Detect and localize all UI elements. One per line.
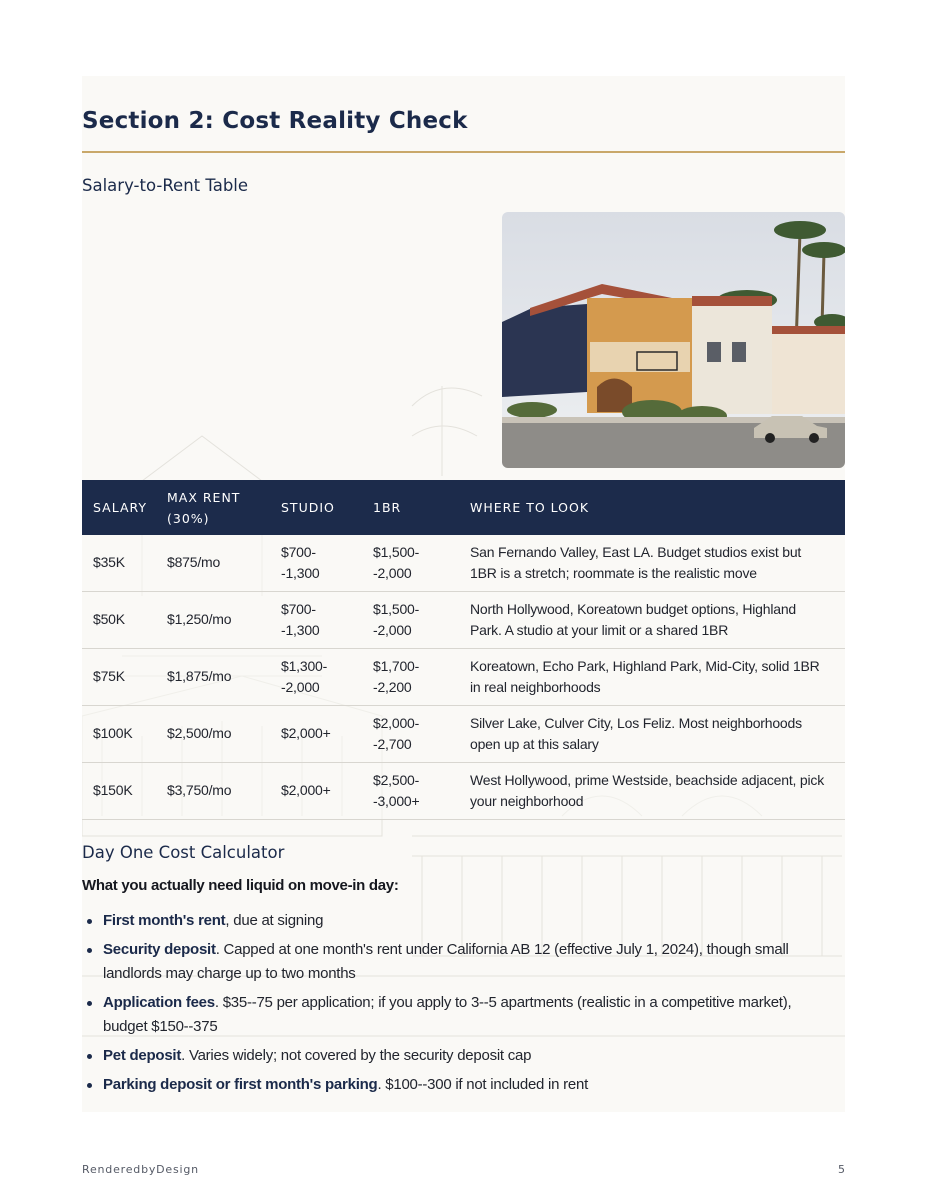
item-text: . Varies widely; not covered by the security deposit cap [181,1047,532,1064]
cell-max-rent: $1,250/mo [156,592,270,649]
header-studio: STUDIO [281,500,335,515]
cell-where-to-look: Silver Lake, Culver City, Los Feliz. Most neighborhoods open up at this salary [459,706,845,763]
cell-where-to-look: Koreatown, Echo Park, Highland Park, Mid-City, solid 1BR in real neighborhoods [459,649,845,706]
table-row [82,706,845,763]
table-subtitle: Salary-to-Rent Table [82,176,249,195]
section-title: Section 2: Cost Reality Check [82,108,468,134]
list-item [82,991,822,1039]
cell-studio: $700--1,300 [270,592,362,649]
salary-to-rent-table [82,480,845,820]
list-item [82,1073,822,1097]
cell-studio: $2,000+ [270,706,362,763]
table-header-row [82,480,845,535]
cell-1br: $2,000--2,700 [362,706,459,763]
table-row [82,763,845,820]
item-term: Security deposit [103,941,216,958]
item-term: Parking deposit or first month's parking [103,1076,378,1093]
header-salary: SALARY [93,500,148,515]
cell-max-rent: $1,875/mo [156,649,270,706]
calculator-lead: What you actually need liquid on move-in day: [82,877,399,894]
cell-1br: $1,500--2,000 [362,535,459,592]
cell-salary: $50K [82,592,156,649]
cell-studio: $700--1,300 [270,535,362,592]
cell-max-rent: $875/mo [156,535,270,592]
building-photo [502,212,845,468]
table-row [82,535,845,592]
header-1br: 1BR [373,500,402,515]
calculator-title: Day One Cost Calculator [82,843,285,862]
list-item [82,909,822,933]
footer-brand: RenderedbyDesign [82,1163,199,1176]
item-text: . $35--75 per application; if you apply to 3--5 apartments (realistic in a competitive market), budget $150--375 [103,994,792,1035]
title-divider [82,151,845,153]
list-item [82,1044,822,1068]
cell-studio: $1,300--2,000 [270,649,362,706]
list-item [82,938,822,986]
cell-max-rent: $3,750/mo [156,763,270,820]
item-term: First month's rent [103,912,226,929]
cell-salary: $35K [82,535,156,592]
building-illustration [502,212,845,468]
item-text: . Capped at one month's rent under California AB 12 (effective July 1, 2024), though small landlords may charge up to two months [103,941,789,982]
cell-salary: $100K [82,706,156,763]
cell-where-to-look: West Hollywood, prime Westside, beachside adjacent, pick your neighborhood [459,763,845,820]
cell-studio: $2,000+ [270,763,362,820]
table-row [82,592,845,649]
cost-list [82,909,822,1102]
cell-where-to-look: San Fernando Valley, East LA. Budget studios exist but 1BR is a stretch; roommate is the realistic move [459,535,845,592]
page-number: 5 [838,1163,845,1176]
cell-where-to-look: North Hollywood, Koreatown budget options, Highland Park. A studio at your limit or a shared 1BR [459,592,845,649]
cell-salary: $150K [82,763,156,820]
header-where-to-look: WHERE TO LOOK [470,500,590,515]
item-term: Pet deposit [103,1047,182,1064]
cell-max-rent: $2,500/mo [156,706,270,763]
item-text: . $100--300 if not included in rent [377,1076,588,1093]
item-text: , due at signing [225,912,324,929]
table-row [82,649,845,706]
cell-1br: $2,500--3,000+ [362,763,459,820]
cell-1br: $1,500--2,000 [362,592,459,649]
header-max-rent: MAX RENT (30%) [167,489,241,526]
item-term: Application fees [103,994,215,1011]
cell-salary: $75K [82,649,156,706]
cell-1br: $1,700--2,200 [362,649,459,706]
